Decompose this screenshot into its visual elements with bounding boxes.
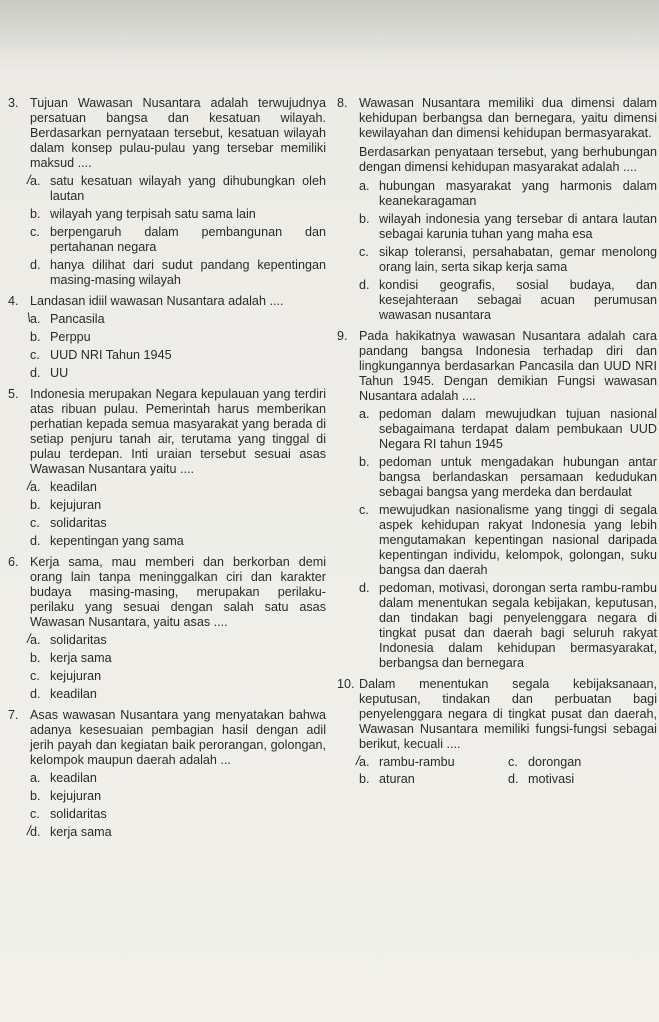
option-b[interactable] (30, 330, 326, 345)
option-text: berpengaruh dalam pembangunan dan pertahanan negara (50, 225, 326, 254)
option-d[interactable] (30, 366, 326, 381)
option-a[interactable] (27, 478, 326, 495)
option-letter: c. (359, 503, 369, 517)
question-number: 3. (8, 96, 19, 110)
question-6 (8, 555, 326, 702)
option-d[interactable] (508, 772, 657, 787)
check-mark-icon: / (27, 172, 31, 187)
option-text: rambu-rambu (379, 755, 455, 769)
option-a[interactable] (27, 310, 326, 327)
question-number: 9. (337, 329, 348, 343)
question-number: 7. (8, 708, 19, 722)
check-mark-icon: / (27, 823, 31, 838)
option-letter: a. / (356, 753, 370, 769)
option-text: solidaritas (50, 633, 107, 647)
option-text: wilayah indonesia yang tersebar di antara lautan sebagai karunia tuhan yang maha esa (379, 212, 657, 241)
question-stem: Pada hakikatnya wawasan Nusantara adalah cara pandang bangsa Indonesia terhadap diri dan lingkungannya berdasarkan Pancasila dan UUD NRI Tahun 1945. Dengan demikian Fungsi wawasan Nusantara adalah .... (359, 329, 657, 403)
option-letter: b. (30, 207, 41, 221)
option-letter: b. (30, 330, 41, 344)
option-text: kejujuran (50, 669, 102, 683)
option-text: kejujuran (50, 789, 102, 803)
options-grid (356, 753, 657, 787)
question-4 (8, 294, 326, 381)
option-text: pedoman dalam mewujudkan tujuan nasional sebagaimana terdapat dalam pembukaan UUD Negara RI tahun 1945 (379, 407, 657, 451)
question-9 (337, 329, 657, 671)
option-b[interactable] (359, 212, 657, 242)
option-text: wilayah yang terpisah satu sama lain (50, 207, 256, 221)
option-text: solidaritas (50, 807, 107, 821)
check-mark-icon: / (356, 753, 360, 768)
option-b[interactable] (30, 498, 326, 513)
question-number: 8. (337, 96, 348, 110)
option-text: pedoman untuk mengadakan hubungan antar bangsa berlandaskan persamaan kedudukan sebagai bangsa yang merdeka dan berdaulat (379, 455, 657, 499)
option-text: keadilan (50, 687, 97, 701)
option-letter: d. (30, 687, 41, 701)
question-5 (8, 387, 326, 549)
question-stem: Landasan idiil wawasan Nusantara adalah .... (30, 294, 284, 308)
option-c[interactable] (30, 807, 326, 822)
option-b[interactable] (359, 772, 508, 787)
question-number: 4. (8, 294, 19, 308)
option-text: UUD NRI Tahun 1945 (50, 348, 172, 362)
option-d[interactable] (359, 581, 657, 671)
option-letter: b. (30, 498, 41, 512)
option-b[interactable] (30, 651, 326, 666)
option-text: motivasi (528, 772, 575, 786)
option-a[interactable] (27, 172, 326, 204)
option-text: sikap toleransi, persahabatan, gemar menolong orang lain, serta sikap kerja sama (379, 245, 657, 274)
check-mark-icon: / (27, 631, 31, 646)
option-text: mewujudkan nasionalisme yang tinggi di segala aspek kehidupan rakyat Indonesia yang lebih mengutamakan kepentingan nasional daripada kepentingan individu, kelompok, golongan, suku bangsa dan daerah (379, 503, 657, 577)
option-text: kerja sama (50, 651, 112, 665)
option-b[interactable] (30, 789, 326, 804)
option-d[interactable] (27, 823, 326, 840)
option-d[interactable] (30, 534, 326, 549)
option-letter: b. (30, 789, 41, 803)
left-column (8, 96, 326, 846)
option-letter: d. / (27, 823, 41, 839)
option-a[interactable] (356, 753, 508, 770)
option-text: kejujuran (50, 498, 102, 512)
option-letter: d. (30, 258, 41, 272)
option-letter: c. (508, 755, 518, 769)
check-mark-icon: \ (27, 310, 31, 325)
option-letter: c. (30, 225, 40, 239)
option-text: dorongan (528, 755, 582, 769)
option-text: UU (50, 366, 69, 380)
option-letter: d. (359, 278, 370, 292)
question-10 (337, 677, 657, 787)
option-d[interactable] (30, 687, 326, 702)
option-letter: a. (359, 179, 370, 193)
option-letter: a. / (27, 478, 41, 494)
option-c[interactable] (30, 348, 326, 363)
option-text: Pancasila (50, 312, 105, 326)
option-letter: b. (359, 772, 370, 786)
option-a[interactable] (30, 771, 326, 786)
option-letter: d. (30, 534, 41, 548)
question-stem: Indonesia merupakan Negara kepulauan yang terdiri atas ribuan pulau. Pemerintah harus memberikan perhatian kepada semua masyarakat yang berada di setiap penjuru tanah air, terutama yang tinggal di pulau terdepan. Inti uraian tersebut sesuai asas Wawasan Nusantara yaitu .... (30, 387, 326, 476)
option-text: kondisi geografis, sosial budaya, dan kesejahteraan sebagai acuan perumusan wawasan nusantara (379, 278, 657, 322)
option-text: satu kesatuan wilayah yang dihubungkan oleh lautan (50, 174, 326, 203)
option-letter: a. / (27, 631, 41, 647)
option-letter: a. (359, 407, 370, 421)
option-letter: c. (30, 348, 40, 362)
option-a[interactable] (359, 179, 657, 209)
option-text: hanya dilihat dari sudut pandang kepentingan masing-masing wilayah (50, 258, 326, 287)
question-stem: Wawasan Nusantara memiliki dua dimensi dalam kehidupan berbangsa dan bernegara, yaitu dimensi kewilayahan dan dimensi kehidupan bermasyarakat. (359, 96, 657, 140)
option-c[interactable] (508, 755, 657, 770)
option-a[interactable] (27, 631, 326, 648)
option-letter: d. (359, 581, 370, 595)
option-letter: c. (30, 516, 40, 530)
option-c[interactable] (30, 516, 326, 531)
option-text: hubungan masyarakat yang harmonis dalam keanekaragaman (379, 179, 657, 208)
option-letter: d. (508, 772, 519, 786)
option-letter: b. (359, 212, 370, 226)
option-letter: a. \ (27, 310, 41, 326)
option-letter: c. (30, 669, 40, 683)
option-a[interactable] (359, 407, 657, 452)
option-d[interactable] (30, 258, 326, 288)
option-text: Perppu (50, 330, 91, 344)
question-number: 6. (8, 555, 19, 569)
option-text: kerja sama (50, 825, 112, 839)
option-letter: c. (30, 807, 40, 821)
question-stem: Kerja sama, mau memberi dan berkorban demi orang lain tanpa meninggalkan ciri dan karakter budaya masing-masing, merupakan perilaku-perilaku yang sesuai dengan salah satu asas Wawasan Nusantara, yaitu asas .... (30, 555, 326, 629)
question-number: 5. (8, 387, 19, 401)
option-letter: c. (359, 245, 369, 259)
option-text: keadilan (50, 480, 97, 494)
option-letter: b. (30, 651, 41, 665)
option-d[interactable] (359, 278, 657, 323)
option-c[interactable] (30, 669, 326, 684)
question-stem: Asas wawasan Nusantara yang menyatakan bahwa adanya kesesuaian pembagian hasil dengan adil jerih payah dan kegiatan baik perorangan, golongan, kelompok maupun daerah adalah ... (30, 708, 326, 767)
check-mark-icon: / (27, 478, 31, 493)
option-text: kepentingan yang sama (50, 534, 184, 548)
option-c[interactable] (30, 225, 326, 255)
question-prompt: Berdasarkan penyataan tersebut, yang berhubungan dengan dimensi kehidupan masyarakat adalah .... (359, 145, 657, 174)
option-text: solidaritas (50, 516, 107, 530)
option-letter: b. (359, 455, 370, 469)
option-text: pedoman, motivasi, dorongan serta rambu-rambu dalam menentukan segala kebijakan, keputusan, dan tindakan bagi penyelenggara negara di tingkat pusat dan daerah bagi seluruh rakyat Indonesia dalam kehidupan bermasyarakat, berbangsa dan bernegara (379, 581, 657, 670)
option-text: aturan (379, 772, 415, 786)
option-c[interactable] (359, 245, 657, 275)
option-b[interactable] (359, 455, 657, 500)
question-3 (8, 96, 326, 288)
option-letter: d. (30, 366, 41, 380)
question-8 (337, 96, 657, 323)
option-letter: a. / (27, 172, 41, 188)
option-text: keadilan (50, 771, 97, 785)
question-stem: Tujuan Wawasan Nusantara adalah terwujudnya persatuan bangsa dan kesatuan wilayah. Berdasarkan pernyataan tersebut, kesatuan wilayah dalam konsep pulau-pulau yang tersebar memiliki maksud .... (30, 96, 326, 170)
question-stem: Dalam menentukan segala kebijaksanaan, keputusan, tindakan dan perbuatan bagi penyelenggara negara di tingkat pusat dan daerah, Wawasan Nusantara memiliki fungsi-fungsi sebagai berikut, kecuali .... (359, 677, 657, 751)
option-b[interactable] (30, 207, 326, 222)
option-c[interactable] (359, 503, 657, 578)
option-letter: a. (30, 771, 41, 785)
question-number: 10. (337, 677, 355, 691)
question-7 (8, 708, 326, 840)
right-column (337, 96, 657, 793)
